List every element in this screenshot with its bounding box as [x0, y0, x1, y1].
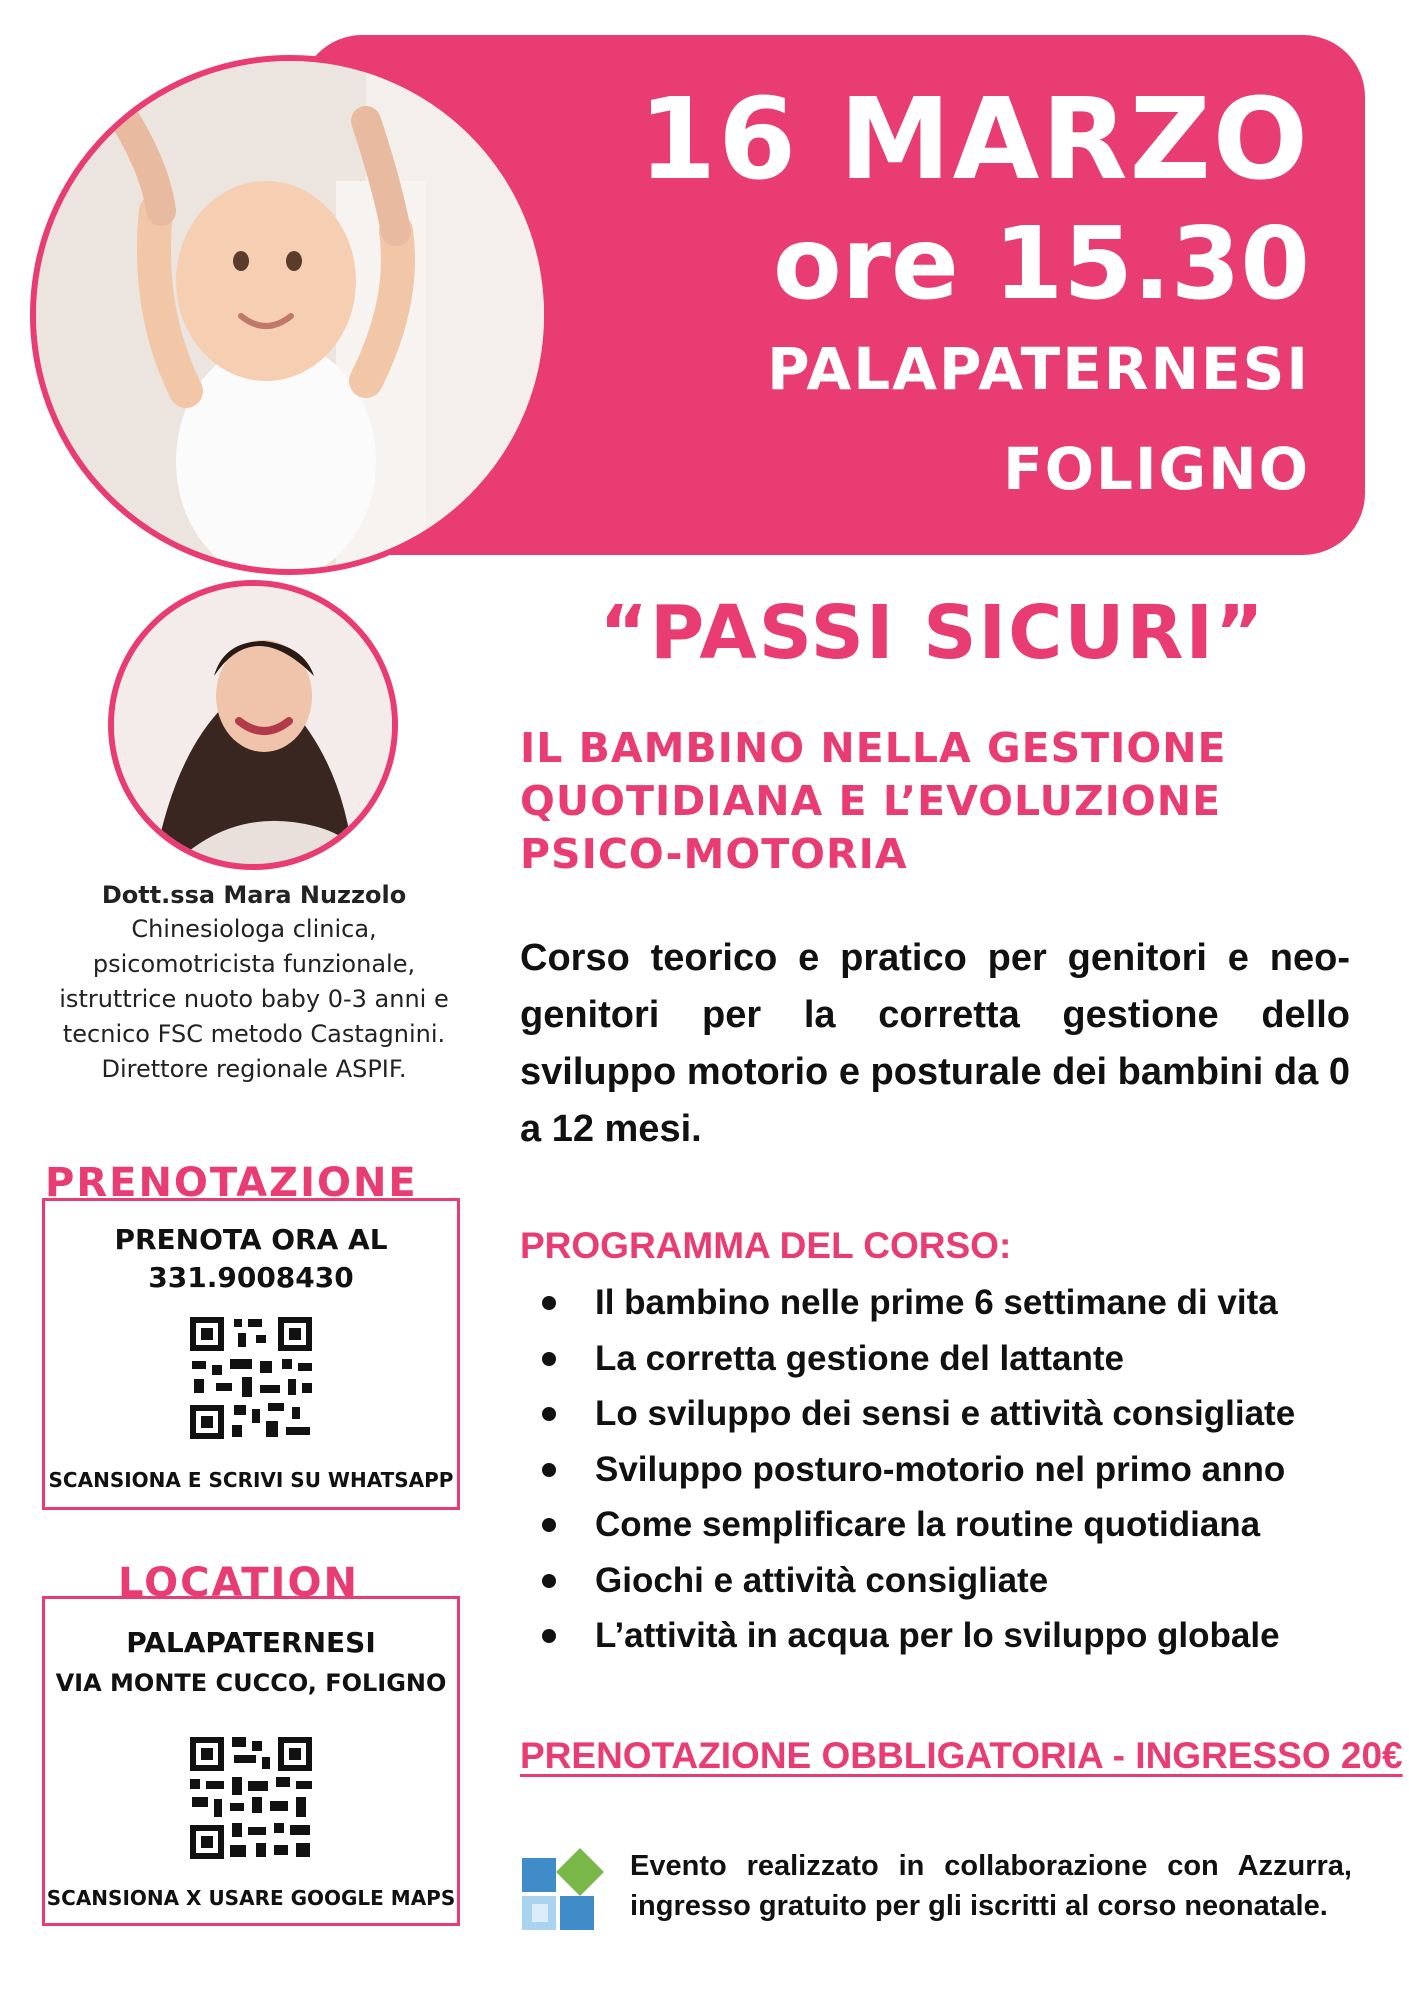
booking-line: PRENOTA ORA AL — [114, 1223, 388, 1256]
booking-box — [42, 1198, 460, 1510]
program-item — [540, 1331, 1295, 1387]
program-item — [540, 1497, 1295, 1553]
qr-code-icon[interactable] — [186, 1733, 316, 1863]
booking-phone[interactable]: 331.9008430 — [148, 1261, 354, 1294]
event-time: ore 15.30 — [773, 205, 1310, 322]
bullet-icon — [542, 1574, 556, 1588]
collaboration-note: Evento realizzato in collaborazione con Azzurra, ingresso gratuito per gli iscritti al corso neonatale. — [630, 1850, 1352, 1922]
doctor-bio-line: psicomotricista funzionale, — [92, 950, 416, 978]
program-item — [540, 1386, 1295, 1442]
bullet-icon — [542, 1296, 556, 1310]
program-item — [540, 1553, 1295, 1609]
course-title: “PASSI SICURI” — [599, 590, 1266, 676]
event-venue: PALAPATERNESI — [767, 335, 1310, 403]
course-description: Corso teorico e pratico per genitori e neo-genitori per la corretta gestione dello sviluppo motorio e posturale dei bambini da 0 a 12 mesi. — [520, 937, 1350, 1150]
booking-title: PRENOTAZIONE — [45, 1160, 418, 1206]
doctor-photo — [108, 580, 398, 870]
program-item-label: La corretta gestione del lattante — [595, 1338, 1125, 1378]
course-subtitle: IL BAMBINO NELLA GESTIONE QUOTIDIANA E L’EVOLUZIONE PSICO-MOTORIA — [520, 724, 1227, 878]
bullet-icon — [542, 1629, 556, 1643]
mandatory-booking-note: PRENOTAZIONE OBBLIGATORIA - INGRESSO 20€ — [520, 1735, 1403, 1776]
doctor-bio-line: istruttrice nuoto baby 0-3 anni e — [59, 985, 449, 1013]
booking-caption: SCANSIONA E SCRIVI SU WHATSAPP — [48, 1468, 454, 1492]
location-address: VIA MONTE CUCCO, FOLIGNO — [55, 1669, 447, 1697]
bullet-icon — [542, 1518, 556, 1532]
program-item — [540, 1608, 1295, 1664]
program-title: PROGRAMMA DEL CORSO: — [520, 1225, 1012, 1266]
bullet-icon — [542, 1463, 556, 1477]
program-item — [540, 1275, 1295, 1331]
bullet-icon — [542, 1352, 556, 1366]
baby-photo — [30, 55, 550, 575]
doctor-bio-line: Direttore regionale ASPIF. — [101, 1055, 407, 1083]
doctor-bio-line: Chinesiologa clinica, — [131, 915, 377, 943]
doctor-name: Dott.ssa Mara Nuzzolo — [101, 881, 407, 909]
program-item-label: L’attività in acqua per lo sviluppo globale — [595, 1616, 1280, 1655]
program-item-label: Il bambino nelle prime 6 settimane di vita — [595, 1283, 1278, 1322]
program-item — [540, 1442, 1295, 1498]
location-box — [42, 1596, 460, 1926]
program-list — [540, 1275, 1295, 1664]
location-title: LOCATION — [118, 1560, 359, 1606]
event-city: FOLIGNO — [1003, 435, 1310, 503]
doctor-bio — [30, 912, 478, 1087]
doctor-bio-line: tecnico FSC metodo Castagnini. — [62, 1020, 446, 1048]
program-item-label: Giochi e attività consigliate — [595, 1560, 1049, 1600]
azzurra-logo — [522, 1848, 604, 1930]
qr-code-icon[interactable] — [186, 1313, 316, 1443]
program-item-label: Sviluppo posturo-motorio nel primo anno — [595, 1449, 1286, 1489]
bullet-icon — [542, 1407, 556, 1421]
program-item-label: Lo sviluppo dei sensi e attività consigliate — [595, 1394, 1296, 1433]
event-date: 16 MARZO — [638, 75, 1310, 205]
program-item-label: Come semplificare la routine quotidiana — [595, 1505, 1261, 1544]
location-caption: SCANSIONA X USARE GOOGLE MAPS — [46, 1886, 456, 1910]
location-name: PALAPATERNESI — [126, 1626, 376, 1659]
